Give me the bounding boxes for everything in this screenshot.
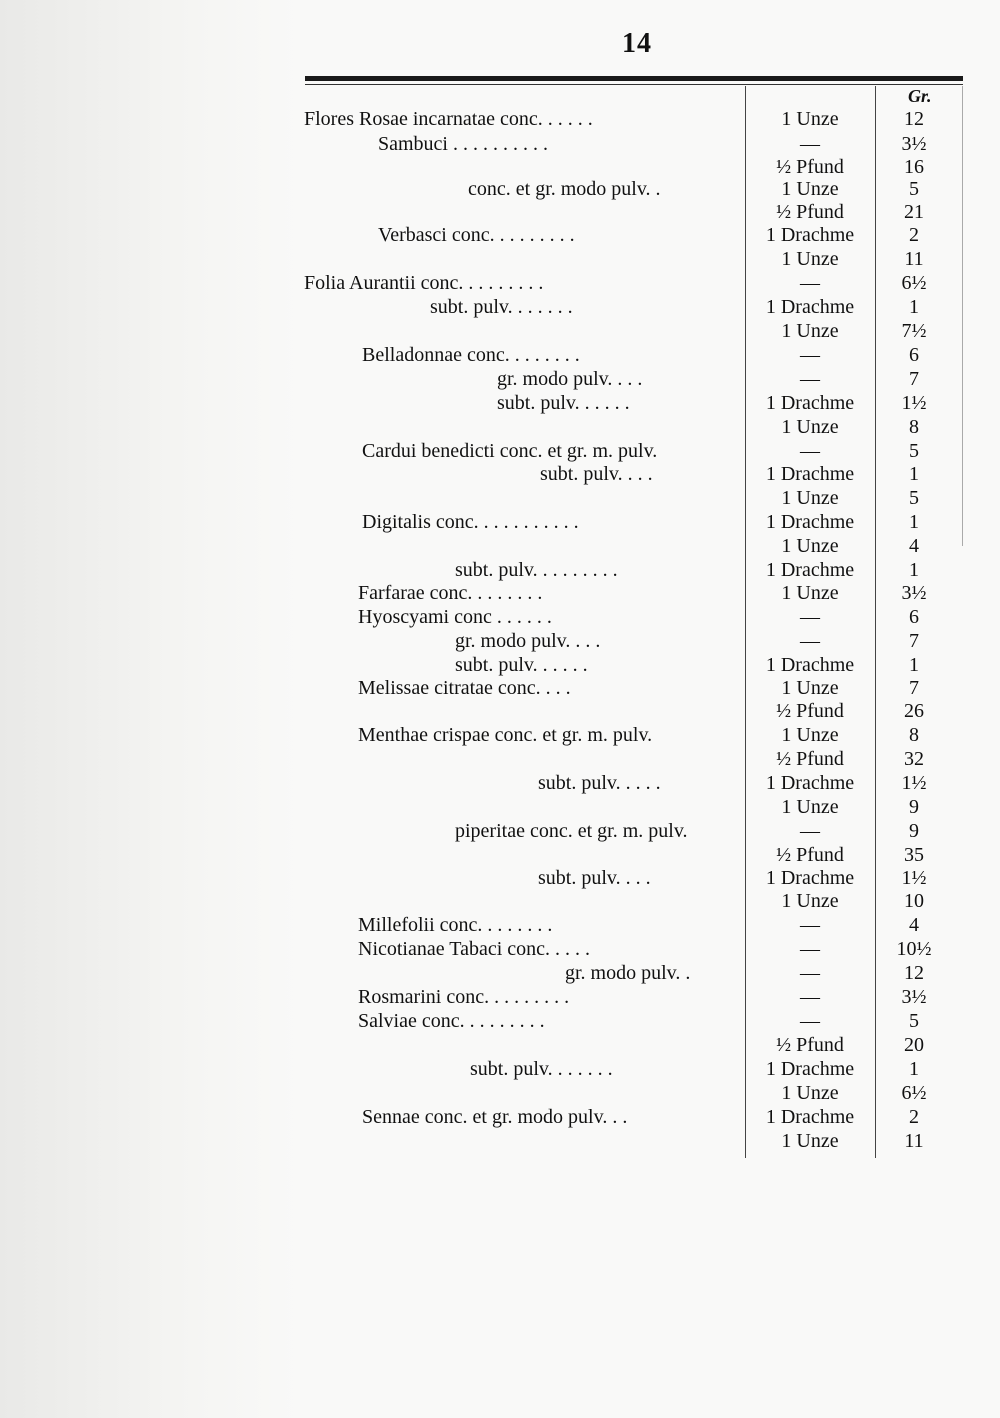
item-quantity: 1 Drachme bbox=[765, 463, 855, 485]
item-name: Folia Aurantii conc. . . . . . . . . bbox=[304, 272, 544, 294]
item-name: Belladonnae conc. . . . . . . . bbox=[362, 344, 580, 366]
item-name: Flores Rosae incarnatae conc. . . . . . bbox=[304, 108, 593, 130]
item-name: Farfarae conc. . . . . . . . bbox=[358, 582, 543, 604]
item-quantity: 1 Unze bbox=[781, 1082, 839, 1104]
item-price: 1 bbox=[909, 559, 919, 581]
table-row bbox=[0, 677, 1000, 700]
item-price: 10 bbox=[904, 890, 924, 912]
item-price: 4 bbox=[909, 914, 919, 936]
item-price: 32 bbox=[904, 748, 924, 770]
item-price: 6 bbox=[909, 344, 919, 366]
item-name: piperitae conc. et gr. m. pulv. bbox=[455, 820, 688, 842]
item-price: 6½ bbox=[901, 272, 927, 294]
table-row bbox=[0, 1010, 1000, 1033]
item-quantity: — bbox=[800, 820, 820, 842]
item-quantity: 1 Drachme bbox=[765, 224, 855, 246]
item-price: 6 bbox=[909, 606, 919, 628]
item-price: 11 bbox=[904, 248, 924, 270]
table-row bbox=[0, 320, 1000, 343]
item-name: subt. pulv. . . . . . bbox=[497, 392, 630, 414]
table-row bbox=[0, 416, 1000, 439]
item-price: 3½ bbox=[901, 582, 927, 604]
item-price: 2 bbox=[909, 224, 919, 246]
item-price: 7 bbox=[909, 368, 919, 390]
table-row bbox=[0, 654, 1000, 677]
item-name: conc. et gr. modo pulv. . bbox=[468, 178, 661, 200]
table-row bbox=[0, 938, 1000, 961]
item-name: Cardui benedicti conc. et gr. m. pulv. bbox=[362, 440, 658, 462]
item-price: 21 bbox=[904, 201, 924, 223]
item-name: Melissae citratae conc. . . . bbox=[358, 677, 571, 699]
item-name: subt. pulv. . . . bbox=[540, 463, 653, 485]
item-price: 1 bbox=[909, 654, 919, 676]
item-name: Millefolii conc. . . . . . . . bbox=[358, 914, 553, 936]
item-quantity: 1 Unze bbox=[781, 108, 839, 130]
table-row bbox=[0, 156, 1000, 179]
item-price: 5 bbox=[909, 487, 919, 509]
table-row bbox=[0, 272, 1000, 295]
item-quantity: ½ Pfund bbox=[776, 748, 844, 770]
table-row bbox=[0, 440, 1000, 463]
item-name: Nicotianae Tabaci conc. . . . . bbox=[358, 938, 591, 960]
item-price: 6½ bbox=[901, 1082, 927, 1104]
item-price: 11 bbox=[904, 1130, 924, 1152]
header-rule-thin bbox=[305, 84, 963, 85]
item-quantity: 1 Drachme bbox=[765, 511, 855, 533]
item-name: Verbasci conc. . . . . . . . . bbox=[378, 224, 575, 246]
table-row bbox=[0, 867, 1000, 890]
table-row bbox=[0, 201, 1000, 224]
table-row bbox=[0, 108, 1000, 131]
table-row bbox=[0, 535, 1000, 558]
item-name: gr. modo pulv. . . . bbox=[455, 630, 601, 652]
item-quantity: — bbox=[800, 986, 820, 1008]
item-quantity: 1 Drachme bbox=[765, 654, 855, 676]
item-quantity: — bbox=[800, 133, 820, 155]
item-name: subt. pulv. . . . . bbox=[538, 772, 661, 794]
table-row bbox=[0, 392, 1000, 415]
item-quantity: 1 Drachme bbox=[765, 867, 855, 889]
item-quantity: — bbox=[800, 1010, 820, 1032]
item-quantity: — bbox=[800, 962, 820, 984]
item-quantity: ½ Pfund bbox=[776, 201, 844, 223]
table-row bbox=[0, 559, 1000, 582]
item-price: 9 bbox=[909, 796, 919, 818]
item-price: 1 bbox=[909, 463, 919, 485]
table-row bbox=[0, 962, 1000, 985]
item-price: 16 bbox=[904, 156, 924, 178]
item-price: 12 bbox=[904, 108, 924, 130]
table-row bbox=[0, 344, 1000, 367]
item-quantity: — bbox=[800, 440, 820, 462]
item-name: Sambuci . . . . . . . . . . bbox=[378, 133, 548, 155]
item-price: 7½ bbox=[901, 320, 927, 342]
item-name: gr. modo pulv. . bbox=[565, 962, 691, 984]
item-name: subt. pulv. . . . . . bbox=[455, 654, 588, 676]
item-price: 3½ bbox=[901, 986, 927, 1008]
item-quantity: — bbox=[800, 272, 820, 294]
item-quantity: ½ Pfund bbox=[776, 156, 844, 178]
item-quantity: 1 Unze bbox=[781, 890, 839, 912]
item-quantity: 1 Unze bbox=[781, 320, 839, 342]
table-row bbox=[0, 748, 1000, 771]
item-quantity: 1 Drachme bbox=[765, 1058, 855, 1080]
table-row bbox=[0, 368, 1000, 391]
item-name: subt. pulv. . . . bbox=[538, 867, 651, 889]
item-price: 5 bbox=[909, 440, 919, 462]
table-row bbox=[0, 133, 1000, 156]
item-price: 7 bbox=[909, 630, 919, 652]
table-row bbox=[0, 296, 1000, 319]
item-price: 1 bbox=[909, 296, 919, 318]
item-name: subt. pulv. . . . . . . bbox=[430, 296, 573, 318]
table-row bbox=[0, 606, 1000, 629]
item-quantity: 1 Unze bbox=[781, 1130, 839, 1152]
item-name: Rosmarini conc. . . . . . . . . bbox=[358, 986, 570, 1008]
table-row bbox=[0, 820, 1000, 843]
item-quantity: — bbox=[800, 938, 820, 960]
item-quantity: — bbox=[800, 606, 820, 628]
item-price: 12 bbox=[904, 962, 924, 984]
table-row bbox=[0, 1130, 1000, 1153]
table-row bbox=[0, 700, 1000, 723]
page-number: 14 bbox=[622, 28, 652, 59]
item-quantity: ½ Pfund bbox=[776, 1034, 844, 1056]
item-quantity: 1 Drachme bbox=[765, 1106, 855, 1128]
item-price: 35 bbox=[904, 844, 924, 866]
item-quantity: — bbox=[800, 630, 820, 652]
item-quantity: 1 Unze bbox=[781, 535, 839, 557]
item-quantity: 1 Unze bbox=[781, 582, 839, 604]
item-quantity: 1 Unze bbox=[781, 724, 839, 746]
item-name: Hyoscyami conc . . . . . . bbox=[358, 606, 552, 628]
table-row bbox=[0, 463, 1000, 486]
table-row bbox=[0, 178, 1000, 201]
item-quantity: 1 Unze bbox=[781, 248, 839, 270]
table-row bbox=[0, 630, 1000, 653]
item-quantity: 1 Drachme bbox=[765, 772, 855, 794]
price-column-header: Gr. bbox=[908, 86, 932, 106]
item-quantity: — bbox=[800, 914, 820, 936]
item-quantity: 1 Drachme bbox=[765, 559, 855, 581]
item-price: 1½ bbox=[901, 867, 927, 889]
item-price: 1½ bbox=[901, 772, 927, 794]
table-row bbox=[0, 582, 1000, 605]
item-price: 5 bbox=[909, 178, 919, 200]
item-price: 1 bbox=[909, 511, 919, 533]
item-price: 1½ bbox=[901, 392, 927, 414]
table-row bbox=[0, 1034, 1000, 1057]
table-row bbox=[0, 248, 1000, 271]
item-quantity: ½ Pfund bbox=[776, 844, 844, 866]
item-price: 9 bbox=[909, 820, 919, 842]
item-name: subt. pulv. . . . . . . . . bbox=[455, 559, 618, 581]
item-price: 8 bbox=[909, 724, 919, 746]
item-quantity: 1 Drachme bbox=[765, 392, 855, 414]
item-quantity: — bbox=[800, 344, 820, 366]
item-quantity: 1 Unze bbox=[781, 487, 839, 509]
item-name: Menthae crispae conc. et gr. m. pulv. bbox=[358, 724, 653, 746]
table-row bbox=[0, 844, 1000, 867]
item-name: Digitalis conc. . . . . . . . . . . bbox=[362, 511, 579, 533]
table-row bbox=[0, 1058, 1000, 1081]
item-price: 4 bbox=[909, 535, 919, 557]
table-row bbox=[0, 796, 1000, 819]
item-price: 1 bbox=[909, 1058, 919, 1080]
table-row bbox=[0, 224, 1000, 247]
item-name: Salviae conc. . . . . . . . . bbox=[358, 1010, 545, 1032]
table-row bbox=[0, 986, 1000, 1009]
item-quantity: ½ Pfund bbox=[776, 700, 844, 722]
item-price: 2 bbox=[909, 1106, 919, 1128]
table-row bbox=[0, 890, 1000, 913]
item-quantity: 1 Unze bbox=[781, 677, 839, 699]
item-quantity: 1 Unze bbox=[781, 416, 839, 438]
item-name: gr. modo pulv. . . . bbox=[497, 368, 643, 390]
table-row bbox=[0, 511, 1000, 534]
item-quantity: 1 Unze bbox=[781, 796, 839, 818]
item-name: Sennae conc. et gr. modo pulv. . . bbox=[362, 1106, 628, 1128]
item-price: 5 bbox=[909, 1010, 919, 1032]
table-row bbox=[0, 1106, 1000, 1129]
item-quantity: 1 Unze bbox=[781, 178, 839, 200]
table-row bbox=[0, 487, 1000, 510]
table-row bbox=[0, 914, 1000, 937]
item-price: 3½ bbox=[901, 133, 927, 155]
item-price: 8 bbox=[909, 416, 919, 438]
item-price: 20 bbox=[904, 1034, 924, 1056]
item-quantity: — bbox=[800, 368, 820, 390]
table-row bbox=[0, 1082, 1000, 1105]
table-row bbox=[0, 772, 1000, 795]
item-price: 10½ bbox=[896, 938, 932, 960]
item-price: 26 bbox=[904, 700, 924, 722]
item-price: 7 bbox=[909, 677, 919, 699]
item-name: subt. pulv. . . . . . . bbox=[470, 1058, 613, 1080]
item-quantity: 1 Drachme bbox=[765, 296, 855, 318]
table-row bbox=[0, 724, 1000, 747]
header-rule bbox=[305, 76, 963, 81]
